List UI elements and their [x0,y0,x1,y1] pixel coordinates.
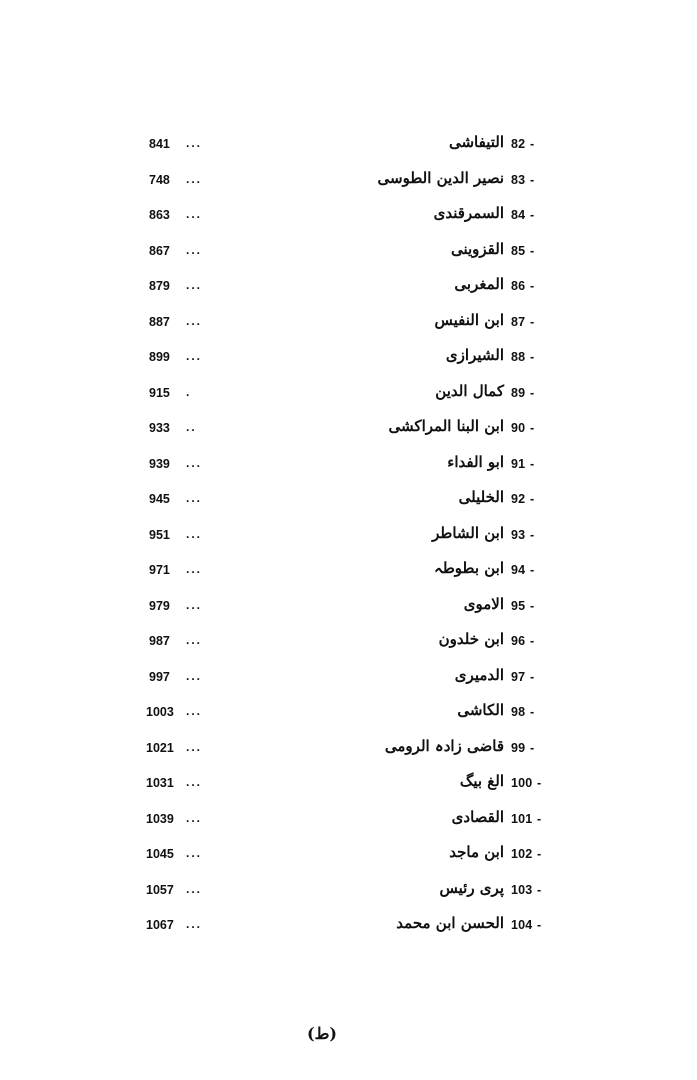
entry-page: 915 [149,385,170,400]
toc-entry: 90 - ابن البنا المراکشی .. 933 [0,412,697,448]
leader-dots: ... [186,881,203,896]
toc-entry: 93 - ابن الشاطر ... 951 [0,519,697,555]
entry-number: 95 [511,598,526,613]
entry-name: ابن الشاطر [432,523,504,542]
leader-dots: ... [186,207,203,221]
entry-name: ابن بطوطہ [434,559,504,577]
entry-name: السمرقندی [433,204,504,222]
toc-entry: 88 - الشیرازی ... 899 [0,341,697,377]
entry-name: التیفاشی [448,133,504,151]
entry-name: ابن البنا المراکشی [388,417,504,435]
entry-number: 88 [511,350,526,364]
toc-entry: 94 - ابن بطوطہ ... 971 [0,554,697,590]
toc-entry: 84 - السمرقندی ... 863 [0,199,697,235]
leader-dots: ... [186,278,203,292]
toc-entry: 86 - المغربی ... 879 [0,270,697,306]
entry-page: 863 [149,208,170,222]
entry-page: 979 [149,598,170,613]
entry-name: الشیرازی [445,346,504,364]
toc-entry: 96 - ابن خلدون ... 987 [0,625,697,661]
entry-number: 104 [511,918,533,932]
entry-number: 86 [511,279,526,293]
toc-entry: 82 - التیفاشی ... 841 [0,128,697,164]
entry-number: 101 [511,811,533,826]
entry-name: الکاشی [457,701,504,719]
entry-number: 102 [511,847,533,861]
leader-dots: ... [186,171,203,186]
entry-number: 85 [511,243,526,258]
entry-number: 87 [511,314,526,329]
leader-dots: ... [186,526,203,541]
entry-page: 1003 [146,705,174,719]
entry-name: القصادی [451,807,504,826]
table-of-contents [0,128,697,945]
page-marker: (ط) [307,1024,337,1043]
entry-page: 1067 [146,918,174,932]
leader-dots: ... [186,668,203,683]
entry-name: پری رئیس [439,878,504,897]
entry-number: 98 [511,705,526,719]
entry-page: 1039 [146,811,174,826]
entry-page: 887 [149,314,170,329]
leader-dots: ... [186,917,203,931]
leader-dots: ... [186,349,203,363]
leader-dots: ... [186,242,203,257]
entry-page: 997 [149,669,170,684]
leader-dots: ... [186,775,203,789]
entry-name: المغربی [454,275,504,293]
toc-entry: 95 - الاموی ... 979 [0,590,697,626]
toc-entry: 102 - ابن ماجد ... 1045 [0,838,697,874]
entry-name: قاضی زادہ الرومی [384,736,504,755]
entry-name: ابن النفیس [434,310,504,329]
entry-page: 939 [149,456,170,471]
entry-name: القزوینی [450,239,504,258]
entry-name: کمال الدین [435,381,504,400]
entry-page: 933 [149,421,170,435]
leader-dots: ... [186,562,203,576]
leader-dots: . [186,384,192,399]
leader-dots: ... [186,313,203,328]
toc-entry: 91 - ابو الفداء ... 939 [0,448,697,484]
entry-page: 748 [149,172,170,187]
entry-name: الخلیلی [458,488,504,506]
entry-page: 1045 [146,847,174,861]
entry-number: 83 [511,172,526,187]
entry-page: 945 [149,492,170,506]
toc-entry: 97 - الدمیری ... 997 [0,661,697,697]
leader-dots: ... [186,597,203,612]
entry-number: 84 [511,208,526,222]
entry-page: 951 [149,527,170,542]
entry-name: ابن ماجد [449,843,504,861]
leader-dots: ... [186,136,203,150]
entry-number: 100 [511,776,533,790]
entry-number: 90 [511,421,526,435]
leader-dots: ... [186,455,203,470]
entry-page: 841 [149,137,170,151]
toc-entry: 100 - الغ بیگ ... 1031 [0,767,697,803]
toc-entry: 92 - الخلیلی ... 945 [0,483,697,519]
toc-entry: 89 - کمال الدین . 915 [0,377,697,413]
entry-page: 1057 [146,882,174,897]
entry-page: 1031 [146,776,174,790]
entry-number: 91 [511,456,526,471]
entry-number: 82 [511,137,526,151]
toc-entry: 87 - ابن النفیس ... 887 [0,306,697,342]
toc-entry: 103 - پری رئیس ... 1057 [0,874,697,910]
entry-number: 94 [511,563,526,577]
entry-page: 971 [149,563,170,577]
entry-number: 96 [511,634,526,648]
leader-dots: .. [186,420,197,434]
entry-name: الاموی [463,594,504,613]
leader-dots: ... [186,810,203,825]
entry-number: 97 [511,669,526,684]
entry-page: 879 [149,279,170,293]
entry-number: 103 [511,882,533,897]
entry-page: 987 [149,634,170,648]
entry-name: ابو الفداء [447,452,504,471]
entry-name: نصیر الدین الطوسی [377,168,504,187]
toc-entry: 99 - قاضی زادہ الرومی ... 1021 [0,732,697,768]
leader-dots: ... [186,739,203,754]
entry-page: 867 [149,243,170,258]
toc-entry: 83 - نصیر الدین الطوسی ... 748 [0,164,697,200]
entry-name: الحسن ابن محمد [396,914,504,932]
leader-dots: ... [186,846,203,860]
toc-entry: 101 - القصادی ... 1039 [0,803,697,839]
entry-number: 89 [511,385,526,400]
entry-page: 899 [149,350,170,364]
toc-entry: 98 - الکاشی ... 1003 [0,696,697,732]
entry-number: 93 [511,527,526,542]
toc-entry: 85 - القزوینی ... 867 [0,235,697,271]
entry-name: الغ بیگ [459,772,504,790]
entry-page: 1021 [146,740,174,755]
leader-dots: ... [186,491,203,505]
entry-number: 99 [511,740,526,755]
entry-name: الدمیری [454,665,504,684]
leader-dots: ... [186,704,203,718]
entry-number: 92 [511,492,526,506]
entry-name: ابن خلدون [438,630,504,648]
leader-dots: ... [186,633,203,647]
toc-entry: 104 - الحسن ابن محمد ... 1067 [0,909,697,945]
